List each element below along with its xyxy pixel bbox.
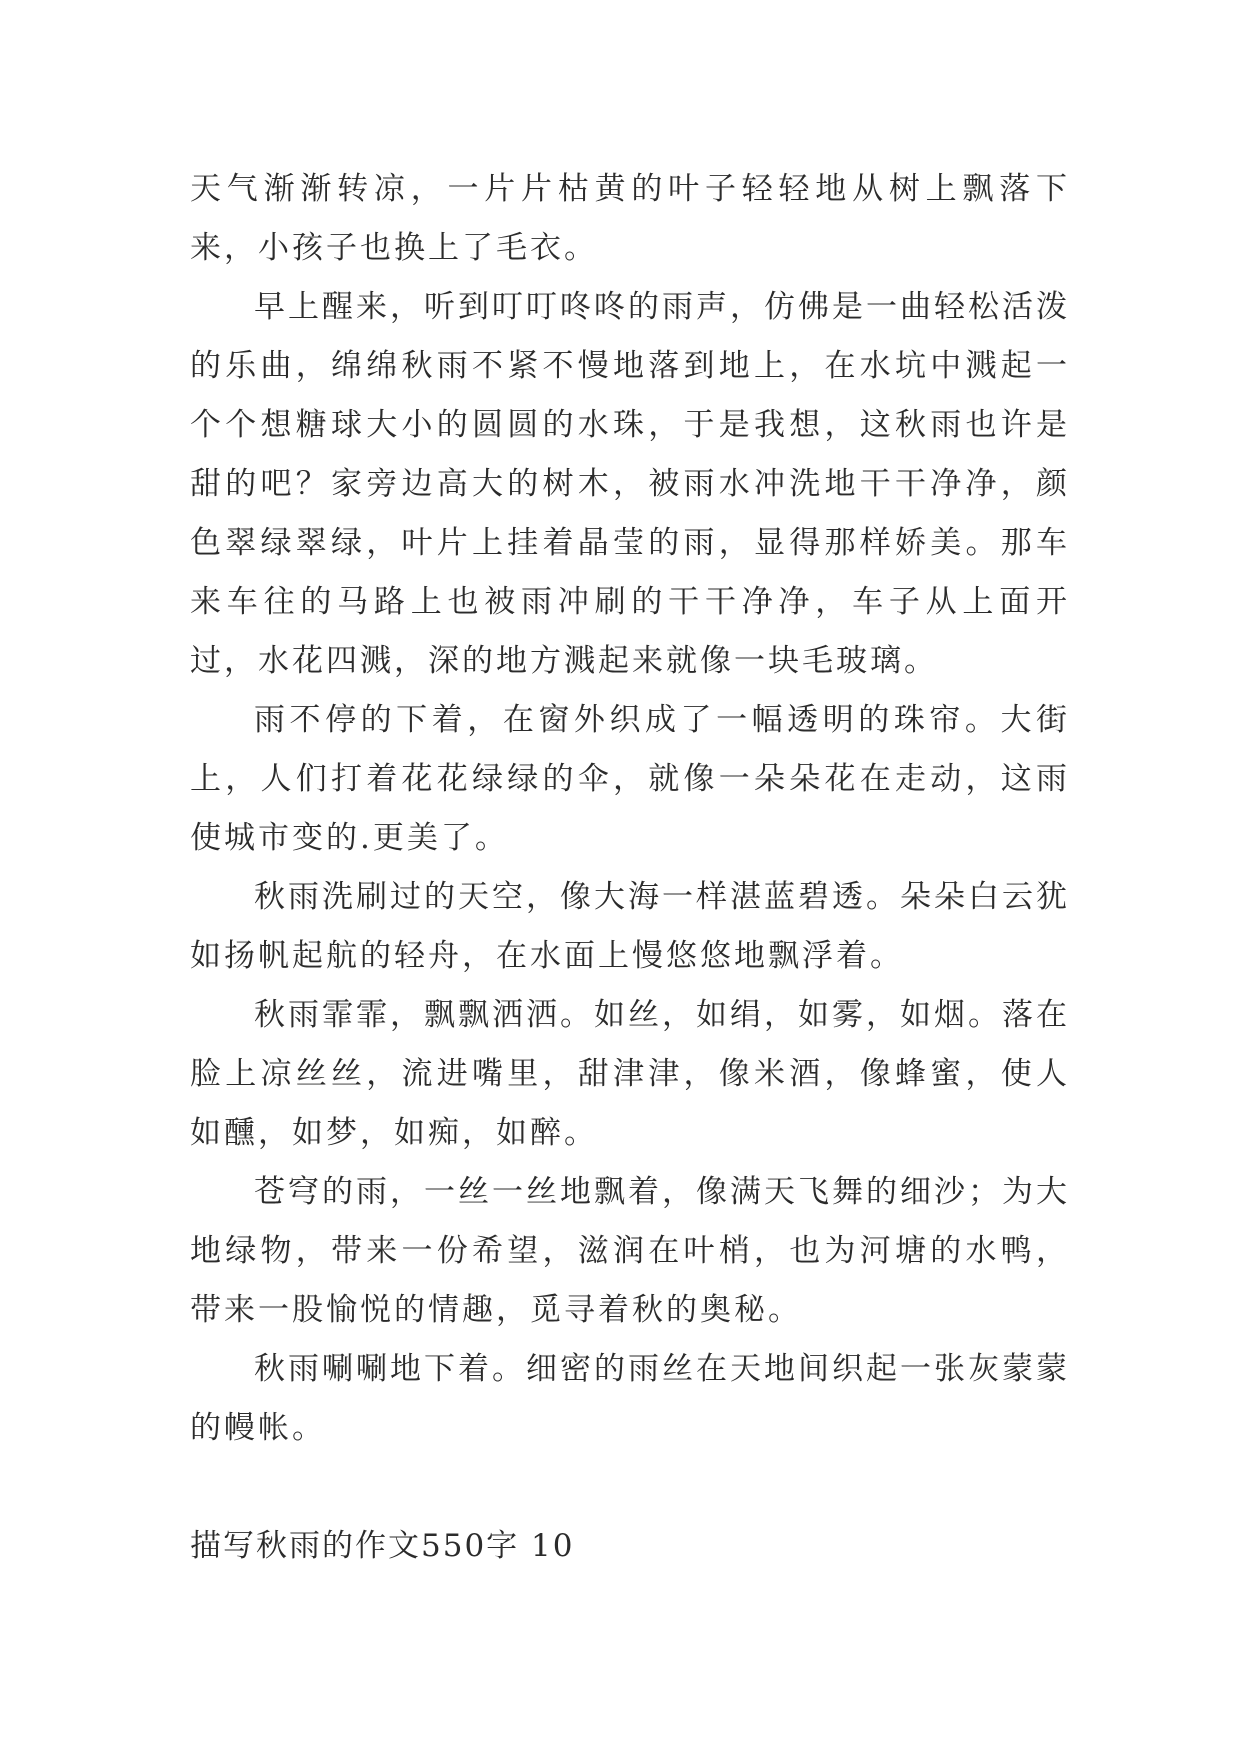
paragraph-1: 天气渐渐转凉，一片片枯黄的叶子轻轻地从树上飘落下来，小孩子也换上了毛衣。 [190, 171, 1070, 266]
section-gap [190, 1458, 1070, 1517]
paragraph-3: 雨不停的下着，在窗外织成了一幅透明的珠帘。大街上，人们打着花花绿绿的伞，就像一朵朵花在走动，这雨使城市变的.更美了。 [190, 702, 1070, 856]
next-article-title: 描写秋雨的作文550字 10 [190, 1528, 575, 1564]
article-body [190, 160, 1070, 1576]
paragraph-5: 秋雨霏霏，飘飘洒洒。如丝，如绢，如雾，如烟。落在脸上凉丝丝，流进嘴里，甜津津，像米酒，像蜂蜜，使人如醺，如梦，如痴，如醉。 [190, 997, 1070, 1151]
paragraph-7: 秋雨唰唰地下着。细密的雨丝在天地间织起一张灰蒙蒙的幔帐。 [190, 1351, 1070, 1446]
paragraph-6: 苍穹的雨，一丝一丝地飘着，像满天飞舞的细沙；为大地绿物，带来一份希望，滋润在叶梢，也为河塘的水鸭，带来一股愉悦的情趣，觅寻着秋的奥秘。 [190, 1174, 1070, 1328]
paragraph-4: 秋雨洗刷过的天空，像大海一样湛蓝碧透。朵朵白云犹如扬帆起航的轻舟，在水面上慢悠悠地飘浮着。 [190, 879, 1070, 974]
paragraph-2: 早上醒来，听到叮叮咚咚的雨声，仿佛是一曲轻松活泼的乐曲，绵绵秋雨不紧不慢地落到地上，在水坑中溅起一个个想糖球大小的圆圆的水珠，于是我想，这秋雨也许是甜的吧？家旁边高大的树木，被雨水冲洗地干干净净，颜色翠绿翠绿，叶片上挂着晶莹的雨，显得那样娇美。那车来车往的马路上也被雨冲刷的干干净净，车子从上面开过，水花四溅，深的地方溅起来就像一块毛玻璃。 [190, 289, 1070, 679]
